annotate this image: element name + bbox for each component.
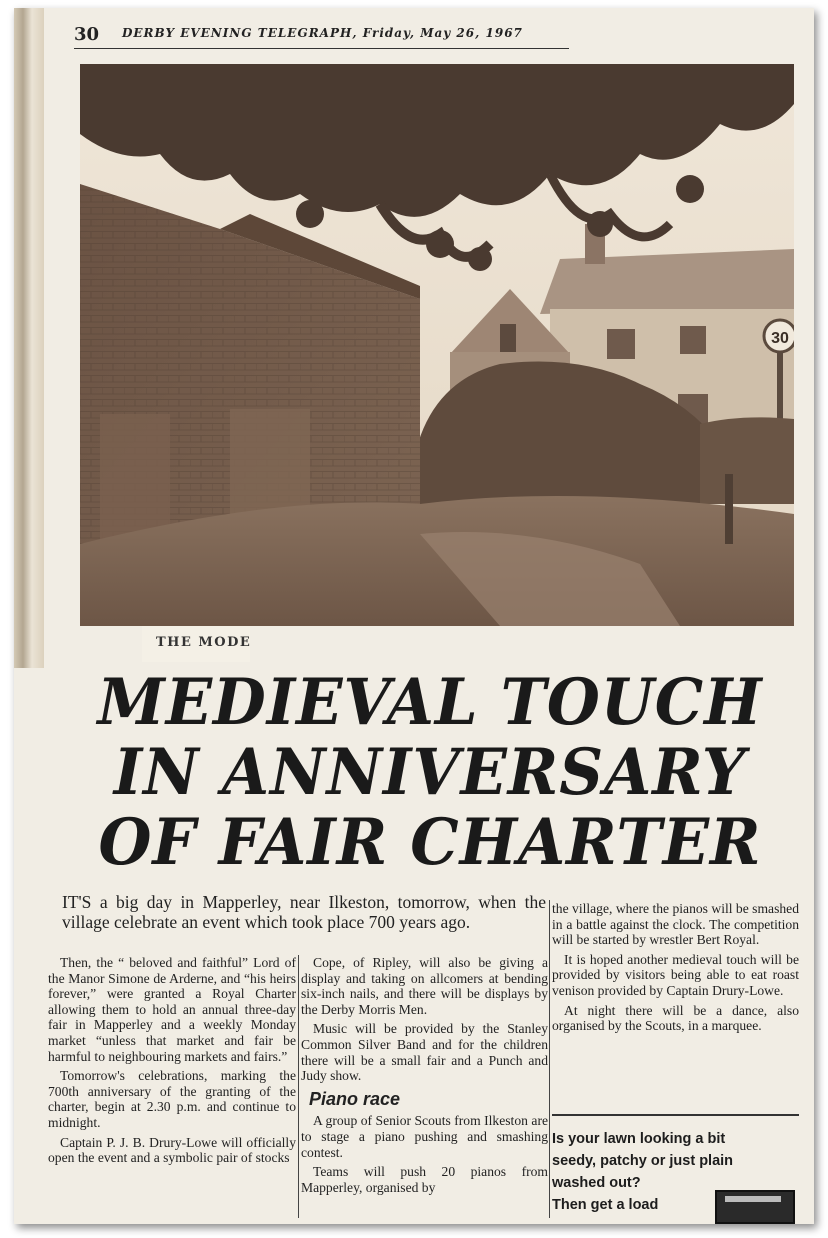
article-intro: IT'S a big day in Mapperley, near Ilkeston, tomorrow, when the village celebrate an event which took place 700 years ago.: [62, 892, 546, 932]
page-header: [74, 22, 569, 49]
paragraph: the village, where the pianos will be smashed in a battle against the clock. The competition will be started by wrestler Bert Royal.: [552, 901, 799, 948]
advert-line: washed out?: [552, 1175, 641, 1191]
article-column-3: [552, 901, 799, 1038]
paragraph: Teams will push 20 pianos from Mapperley, organised by: [301, 1164, 548, 1195]
page-number: 30: [74, 24, 100, 45]
subheading: Piano race: [309, 1088, 401, 1109]
masthead: DERBY EVENING TELEGRAPH, Friday, May 26, 1967: [122, 26, 523, 40]
photo-caption: THE MODE: [156, 635, 252, 650]
village-photo: [80, 64, 794, 626]
advert-line: Is your lawn looking a bit: [552, 1131, 726, 1147]
headline-line-3: OF FAIR CHARTER: [98, 805, 762, 880]
advert-product-image: [715, 1190, 795, 1224]
paragraph: Captain P. J. B. Drury-Lowe will officially open the event and a symbolic pair of stocks: [48, 1134, 296, 1166]
torn-paper-edge: [14, 8, 44, 668]
paragraph: Tomorrow's celebrations, marking the 700th anniversary of the granting of the charter, begin at 2.30 p.m. and continue to midnight.: [48, 1068, 296, 1130]
headline-line-1: MEDIEVAL TOUCH: [97, 665, 763, 740]
advert-line: seedy, patchy or just plain: [552, 1153, 734, 1169]
photo-illustration: [80, 64, 794, 626]
paragraph: Music will be provided by the Stanley Common Silver Band and for the children there will be a small fair and a Punch and Judy show.: [301, 1021, 548, 1084]
article-column-1: [48, 955, 296, 1170]
headline: [60, 665, 800, 880]
headline-line-2: IN ANNIVERSARY: [113, 735, 747, 810]
paragraph: At night there will be a dance, also organised by the Scouts, in a marquee.: [552, 1002, 799, 1034]
lawn-advert: [552, 1114, 799, 1220]
column-rule: [549, 900, 550, 1218]
article-column-2: [301, 955, 548, 1199]
paragraph: Then, the “ beloved and faithful” Lord of the Manor Simone de Arderne, and “his heirs forever,” were granted a Royal Charter allowing them to hold an annual three-day fair in Mapperley and a weekly Monday market “unless that market and fair be harmful to neighbouring markets and fairs.”: [48, 955, 296, 1064]
paragraph: Cope, of Ripley, will also be giving a display and taking on allcomers at bending six-inch nails, and there will be displays by the Derby Morris Men.: [301, 955, 548, 1017]
paragraph: It is hoped another medieval touch will be provided by visitors being able to eat roast venison provided by Captain Drury-Lowe.: [552, 951, 799, 998]
column-rule: [298, 955, 299, 1218]
paragraph: A group of Senior Scouts from Ilkeston are to stage a piano pushing and smashing contest.: [301, 1113, 548, 1160]
advert-line: Then get a load: [552, 1197, 659, 1213]
speed-sign-text: 30: [771, 330, 789, 347]
